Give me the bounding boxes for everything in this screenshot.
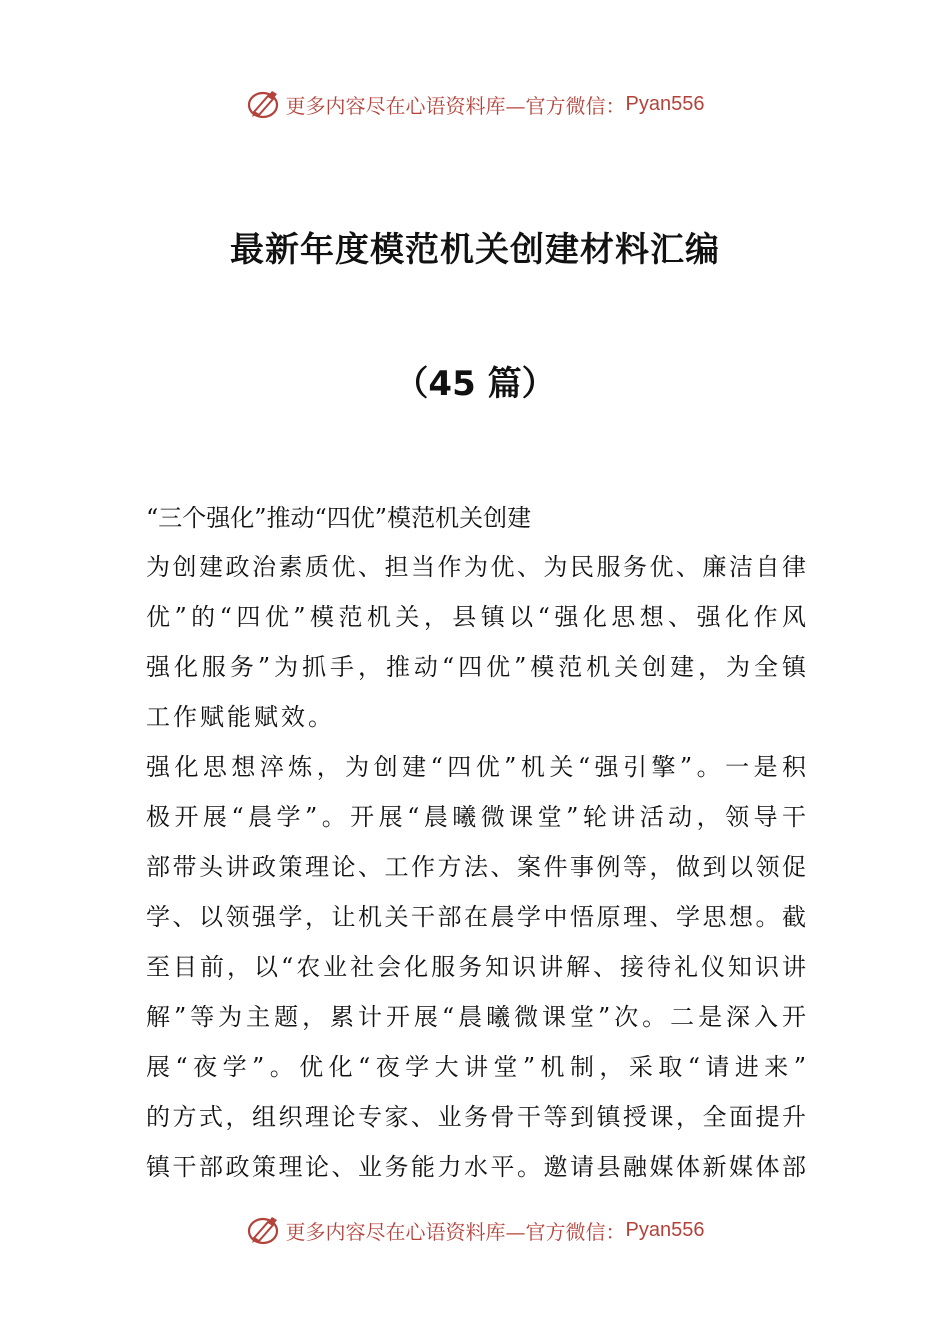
text-line: 的方式，组织理论专家、业务骨干等到镇授课，全面提升 — [146, 1103, 806, 1131]
header-banner — [0, 84, 950, 124]
text-line: 极开展“晨学”。开展“晨曦微课堂”轮讲活动，领导干 — [146, 803, 806, 831]
document-title: 最新年度模范机关创建材料汇编 — [230, 230, 720, 270]
banner-wechat-id: Pyan556 — [625, 92, 705, 115]
text-line: 学、以领强学，让机关干部在晨学中悟原理、学思想。截 — [146, 903, 806, 931]
text-line: 部带头讲政策理论、工作方法、案件事例等，做到以领促 — [146, 853, 806, 881]
pen-nib-logo-icon — [246, 1212, 282, 1248]
footer-banner — [0, 1210, 950, 1250]
document-subtitle: （45 篇） — [394, 364, 556, 404]
text-line: 优”的“四优”模范机关，县镇以“强化思想、强化作风 — [146, 603, 806, 631]
text-line: 镇干部政策理论、业务能力水平。邀请县融媒体新媒体部 — [146, 1153, 806, 1181]
article-heading: “三个强化”推动“四优”模范机关创建 — [146, 504, 532, 532]
document-body — [146, 499, 806, 1192]
text-line: 为创建政治素质优、担当作为优、为民服务优、廉洁自律 — [146, 553, 806, 581]
text-line: 强化思想淬炼，为创建“四优”机关“强引擎”。一是积 — [146, 753, 806, 781]
text-line: 工作赋能赋效。 — [146, 703, 335, 731]
text-line: 解”等为主题，累计开展“晨曦微课堂”次。二是深入开 — [146, 1003, 806, 1031]
paragraph-1 — [146, 542, 806, 742]
banner-wechat-id: Pyan556 — [625, 1218, 705, 1241]
banner-text: 更多内容尽在心语资料库—官方微信： — [285, 1219, 626, 1244]
pen-nib-logo-icon — [246, 86, 282, 122]
text-line: 至目前，以“农业社会化服务知识讲解、接待礼仪知识讲 — [146, 953, 806, 981]
text-line: 展“夜学”。优化“夜学大讲堂”机制，采取“请进来” — [146, 1053, 806, 1081]
text-line: 强化服务”为抓手，推动“四优”模范机关创建，为全镇 — [146, 653, 806, 681]
paragraph-2 — [146, 742, 806, 1192]
banner-text: 更多内容尽在心语资料库—官方微信： — [285, 93, 626, 118]
